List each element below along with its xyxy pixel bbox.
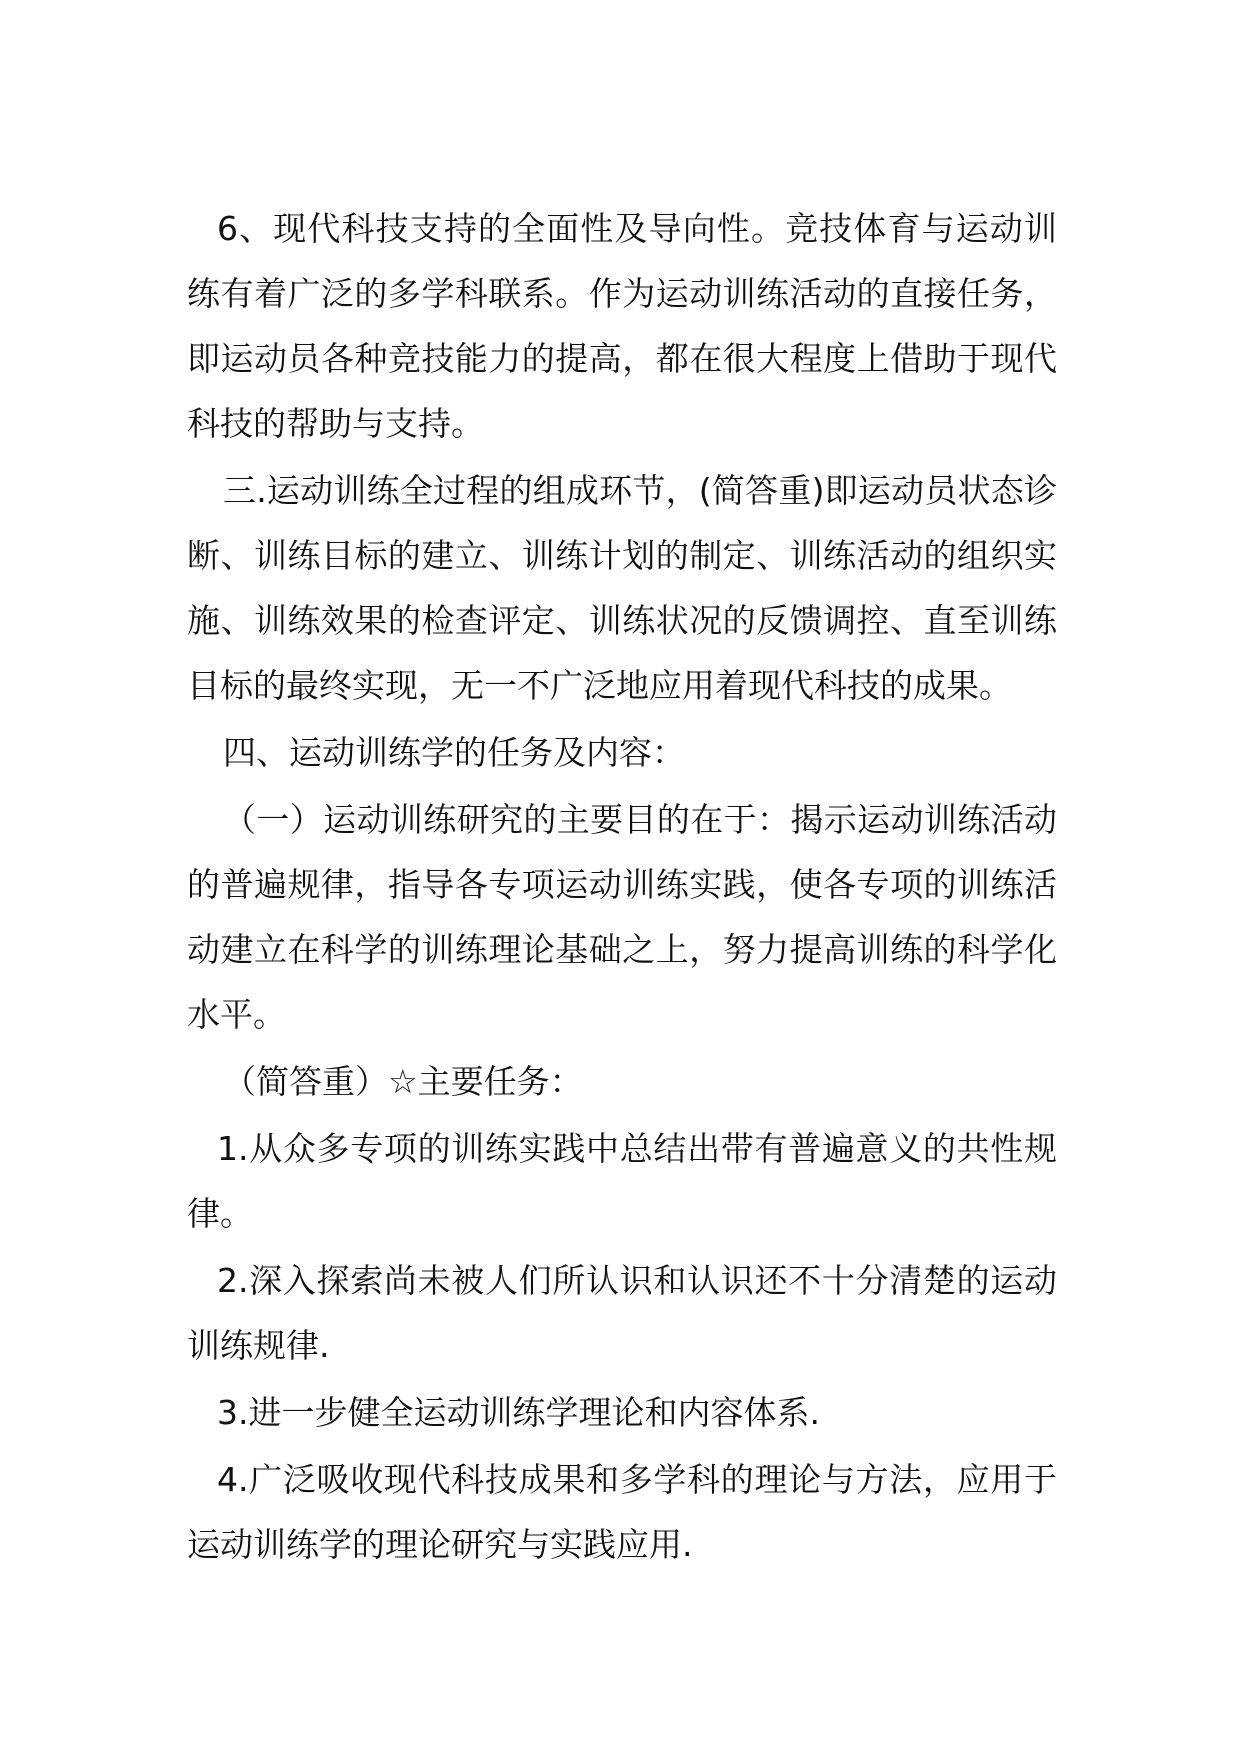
document-body	[187, 196, 1057, 1579]
list-item-task-2: 2.深入探索尚未被人们所认识和认识还不十分清楚的运动训练规律.	[187, 1261, 1057, 1365]
list-item-task-4: 4.广泛吸收现代科技成果和多学科的理论与方法，应用于运动训练学的理论研究与实践应用.	[187, 1460, 1057, 1564]
subheading-main-tasks: （简答重）☆主要任务：	[223, 1062, 583, 1101]
paragraph-tech-support: 6、现代科技支持的全面性及导向性。竞技体育与运动训练有着广泛的多学科联系。作为运动训练活动的直接任务，即运动员各种竞技能力的提高，都在很大程度上借助于现代科技的帮助与支持。	[187, 209, 1057, 443]
paragraph-research-purpose: （一）运动训练研究的主要目的在于：揭示运动训练活动的普遍规律，指导各专项运动训练实践，使各专项的训练活动建立在科学的训练理论基础之上，努力提高训练的科学化水平。	[187, 800, 1057, 1034]
list-item-task-3: 3.进一步健全运动训练学理论和内容体系.	[217, 1393, 820, 1432]
list-item-task-1: 1.从众多专项的训练实践中总结出带有普遍意义的共性规律。	[187, 1129, 1057, 1233]
section-heading-tasks: 四、运动训练学的任务及内容：	[223, 733, 685, 772]
paragraph-training-process: 三.运动训练全过程的组成环节，(简答重)即运动员状态诊断、训练目标的建立、训练计划的制定、训练活动的组织实施、训练效果的检查评定、训练状况的反馈调控、直至训练目标的最终实现，无一不广泛地应用着现代科技的成果。	[187, 471, 1057, 705]
